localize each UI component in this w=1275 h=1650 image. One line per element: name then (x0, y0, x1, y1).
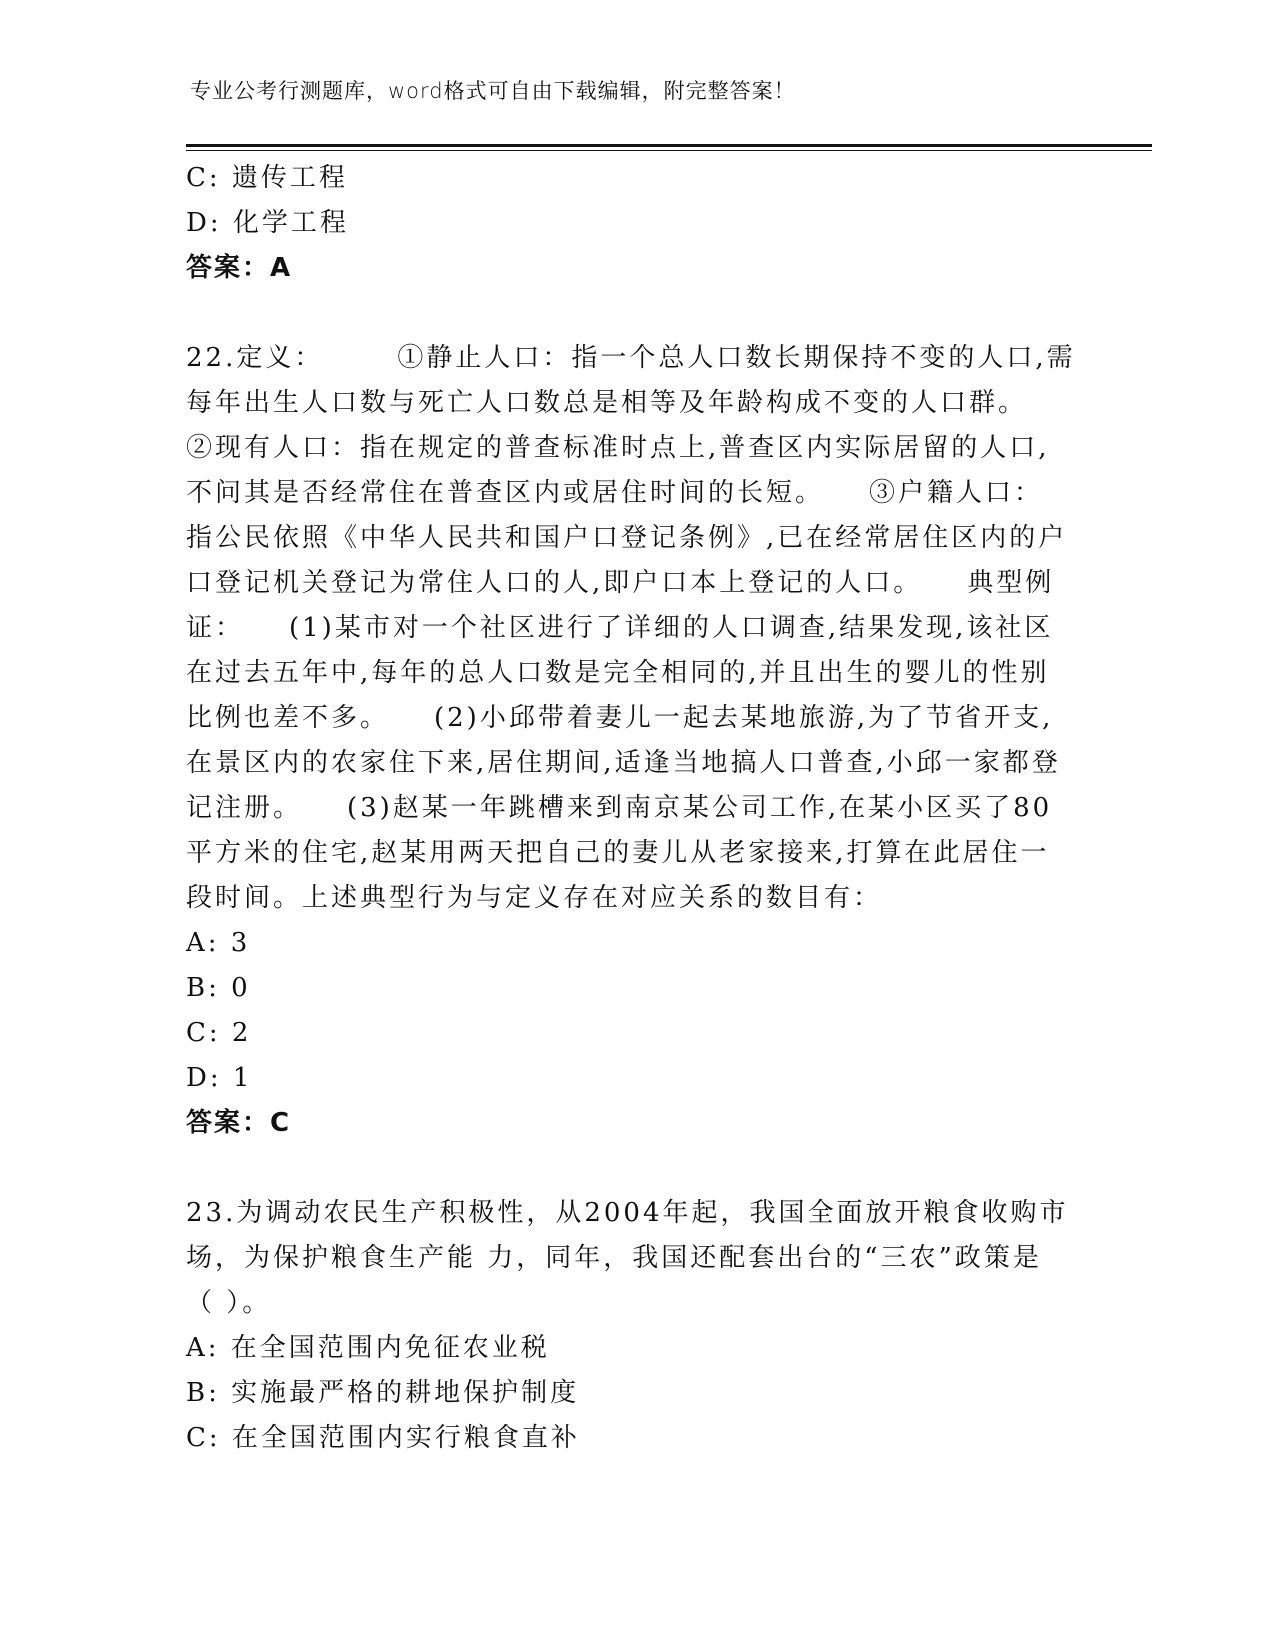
q23-option-c: C: 在全国范围内实行粮食直补 (186, 1423, 580, 1453)
q23-option-b: B: 实施最严格的耕地保护制度 (186, 1378, 580, 1408)
q22-line: 证： (1)某市对一个社区进行了详细的人口调查,结果发现,该社区 (186, 613, 1054, 643)
q22-line: 22.定义： ①静止人口：指一个总人口数长期保持不变的人口,需 (186, 343, 1076, 373)
q22-line: 口登记机关登记为常住人口的人,即户口本上登记的人口。 典型例 (186, 568, 1055, 598)
q22-answer: 答案：C (186, 1108, 292, 1138)
q22-line: 段时间。上述典型行为与定义存在对应关系的数目有： (186, 883, 883, 913)
q22-option-d: D: 1 (186, 1063, 253, 1093)
q21-option-c: C: 遗传工程 (186, 163, 348, 193)
header-rule-thin (186, 150, 1152, 151)
q22-line: 平方米的住宅,赵某用两天把自己的妻儿从老家接来,打算在此居住一 (186, 838, 1050, 868)
spacer (186, 291, 1076, 336)
q22-line: 记注册。 (3)赵某一年跳槽来到南京某公司工作,在某小区买了80 (186, 793, 1053, 823)
q22-line: 不问其是否经常住在普查区内或居住时间的长短。 ③户籍人口： (186, 478, 1044, 508)
q23-line: 23.为调动农民生产积极性，从2004年起，我国全面放开粮食收购市 (186, 1198, 1069, 1228)
q22-line: 在景区内的农家住下来,居住期间,适逢当地搞人口普查,小邱一家都登 (186, 748, 1061, 778)
q22-line: 指公民依照《中华人民共和国户口登记条例》,已在经常居住区内的户 (186, 523, 1068, 553)
q22-option-c: C: 2 (186, 1018, 252, 1048)
q22-line: 每年出生人口数与死亡人口数总是相等及年龄构成不变的人口群。 (186, 388, 1028, 418)
q22-line: ②现有人口：指在规定的普查标准时点上,普查区内实际居留的人口, (186, 433, 1050, 463)
q23-option-a: A: 在全国范围内免征农业税 (186, 1333, 550, 1363)
q23-line: （ ）。 (186, 1288, 272, 1318)
q23-stem (186, 1191, 1076, 1326)
header-rule-thick (186, 144, 1152, 147)
q21-option-d: D: 化学工程 (186, 208, 349, 238)
q23-line: 场，为保护粮食生产能 力，同年，我国还配套出台的“三农”政策是 (186, 1243, 1042, 1273)
q21-answer: 答案：A (186, 253, 293, 283)
q22-line: 在过去五年中,每年的总人口数是完全相同的,并且出生的婴儿的性别 (186, 658, 1050, 688)
spacer (186, 1146, 1076, 1191)
q22-line: 比例也差不多。 (2)小邱带着妻儿一起去某地旅游,为了节省开支, (186, 703, 1054, 733)
q22-option-a: A: 3 (186, 928, 251, 958)
question-content (186, 156, 1076, 1461)
q22-option-b: B: 0 (186, 973, 251, 1003)
q22-stem (186, 336, 1076, 921)
page-header: 专业公考行测题库，word格式可自由下载编辑，附完整答案！ (190, 79, 796, 103)
